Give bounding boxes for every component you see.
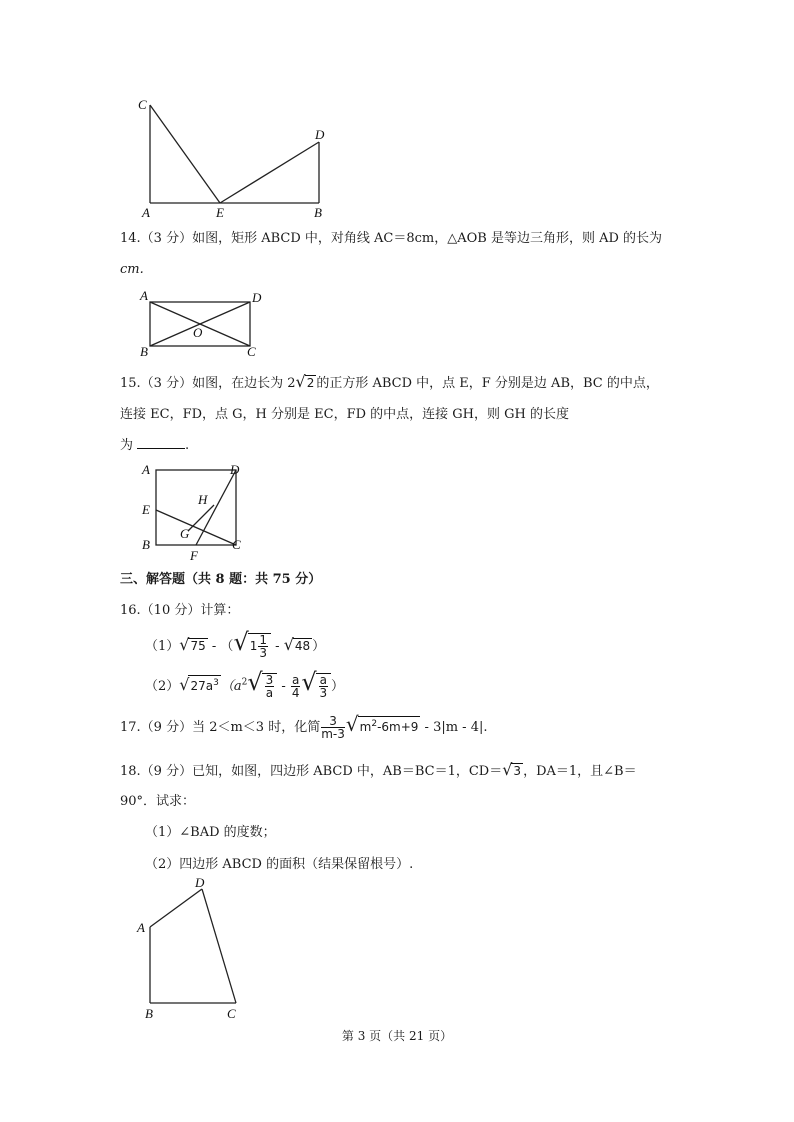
figure-q18: [135, 875, 255, 1023]
q15-pre: 15.（3 分）如图，在边长为 2: [120, 376, 296, 391]
q18-text-line1: [120, 760, 637, 782]
figure-q14: [138, 288, 268, 363]
sqrt-sign: √: [247, 668, 263, 696]
radicand: m: [359, 720, 372, 734]
label-F: F: [190, 548, 198, 563]
sqrt-sign: √: [179, 635, 190, 654]
label-D: D: [315, 127, 325, 142]
q17-post: - 3|m - 4|.: [420, 720, 488, 735]
q18-pre: 18.（9 分）已知，如图，四边形 ABCD 中，AB＝BC＝1，CD＝: [120, 764, 503, 779]
label-D: D: [195, 875, 205, 890]
q18-item1: （1）∠BAD 的度数；: [145, 825, 276, 840]
fraction: $\frac{1}{3}$: [259, 633, 268, 660]
text-minus: - （: [207, 639, 234, 654]
q17-text: [120, 714, 487, 748]
mixed-int: 1: [249, 639, 258, 653]
label-B: B: [140, 344, 148, 359]
label-C: C: [232, 537, 241, 552]
label-H: H: [198, 492, 208, 507]
exponent: 2: [371, 719, 378, 729]
exponent: 2: [241, 677, 248, 688]
q17-pre: 17.（9 分）当 2＜m＜3 时，化简: [120, 720, 321, 735]
figure-q13: [130, 95, 340, 220]
q15-wei: 为: [120, 438, 134, 453]
q15-text-line3: [120, 436, 189, 456]
label-E: E: [216, 205, 224, 220]
label-E: E: [142, 502, 150, 517]
q14-text-line1: 14.（3 分）如图，矩形 ABCD 中，对角线 AC＝8cm，△AOB 是等边三角形，则 AD 的长为: [120, 231, 663, 246]
label-B: B: [314, 205, 322, 220]
q15-text-line2: 连接 EC，FD，点 G，H 分别是 EC，FD 的中点，连接 GH，则 GH 的长度: [120, 407, 569, 422]
section-heading: 三、解答题（共 8 题：共 75 分）: [120, 572, 322, 587]
label-D: D: [252, 290, 262, 305]
label-A: A: [137, 920, 145, 935]
answer-blank: [137, 436, 185, 449]
label-O: O: [193, 325, 203, 340]
sqrt-sign: √: [295, 372, 306, 391]
text-close: ）: [330, 679, 344, 694]
label-C: C: [227, 1006, 236, 1021]
label-C: C: [138, 97, 147, 112]
label-B: B: [145, 1006, 153, 1021]
q16-part1: [145, 628, 326, 666]
label-A: A: [142, 205, 150, 220]
text-close: ）: [312, 639, 326, 654]
q18-item2: （2）四边形 ABCD 的面积（结果保留根号）.: [145, 857, 414, 872]
label-G: G: [180, 526, 190, 541]
label-D: D: [230, 462, 240, 477]
fraction: $\frac{3}{a}$: [265, 673, 274, 700]
q18-text-line2: 90°．试求：: [120, 794, 196, 809]
text-minus: -: [271, 639, 284, 654]
sqrt-sign: √: [502, 760, 513, 779]
exponent: 3: [213, 678, 219, 688]
sqrt-sign: √: [345, 712, 359, 736]
label-A: A: [140, 288, 148, 303]
text-open: （a: [220, 679, 242, 694]
q15-end: .: [185, 438, 190, 453]
radicand: 75: [190, 639, 206, 653]
sqrt-sign: √: [301, 668, 317, 696]
q18-post: ，DA＝1，且∠B＝: [523, 764, 637, 779]
sqrt-sign: √: [283, 635, 294, 654]
part-label: （1）: [145, 639, 180, 654]
text-minus: -: [277, 679, 290, 694]
sqrt-sign: √: [233, 628, 249, 656]
page-footer: 第 3 页（共 21 页）: [341, 1029, 453, 1043]
radicand-rest: -6m+9: [377, 720, 419, 734]
q16-part2: [145, 668, 344, 706]
figure-q15: [138, 458, 258, 566]
label-A: A: [142, 462, 150, 477]
q16-title: 16.（10 分）计算：: [120, 603, 240, 618]
label-B: B: [142, 537, 150, 552]
q14-text-line2: cm.: [120, 262, 144, 277]
fraction: $\frac{3}{m-3}$: [321, 714, 345, 741]
q15-post: 的正方形 ABCD 中，点 E，F 分别是边 AB，BC 的中点，: [316, 376, 659, 391]
sqrt-sign: √: [179, 675, 190, 694]
label-C: C: [247, 344, 256, 359]
fraction: $\frac{a}{3}$: [319, 673, 328, 700]
fraction: $\frac{a}{4}$: [291, 673, 300, 700]
q15-text-line1: [120, 372, 659, 394]
radicand: 27a: [190, 679, 214, 693]
q15-radicand: 2: [306, 376, 315, 390]
radicand: 48: [294, 639, 311, 653]
part-label: （2）: [145, 679, 180, 694]
radicand: 3: [513, 764, 522, 778]
